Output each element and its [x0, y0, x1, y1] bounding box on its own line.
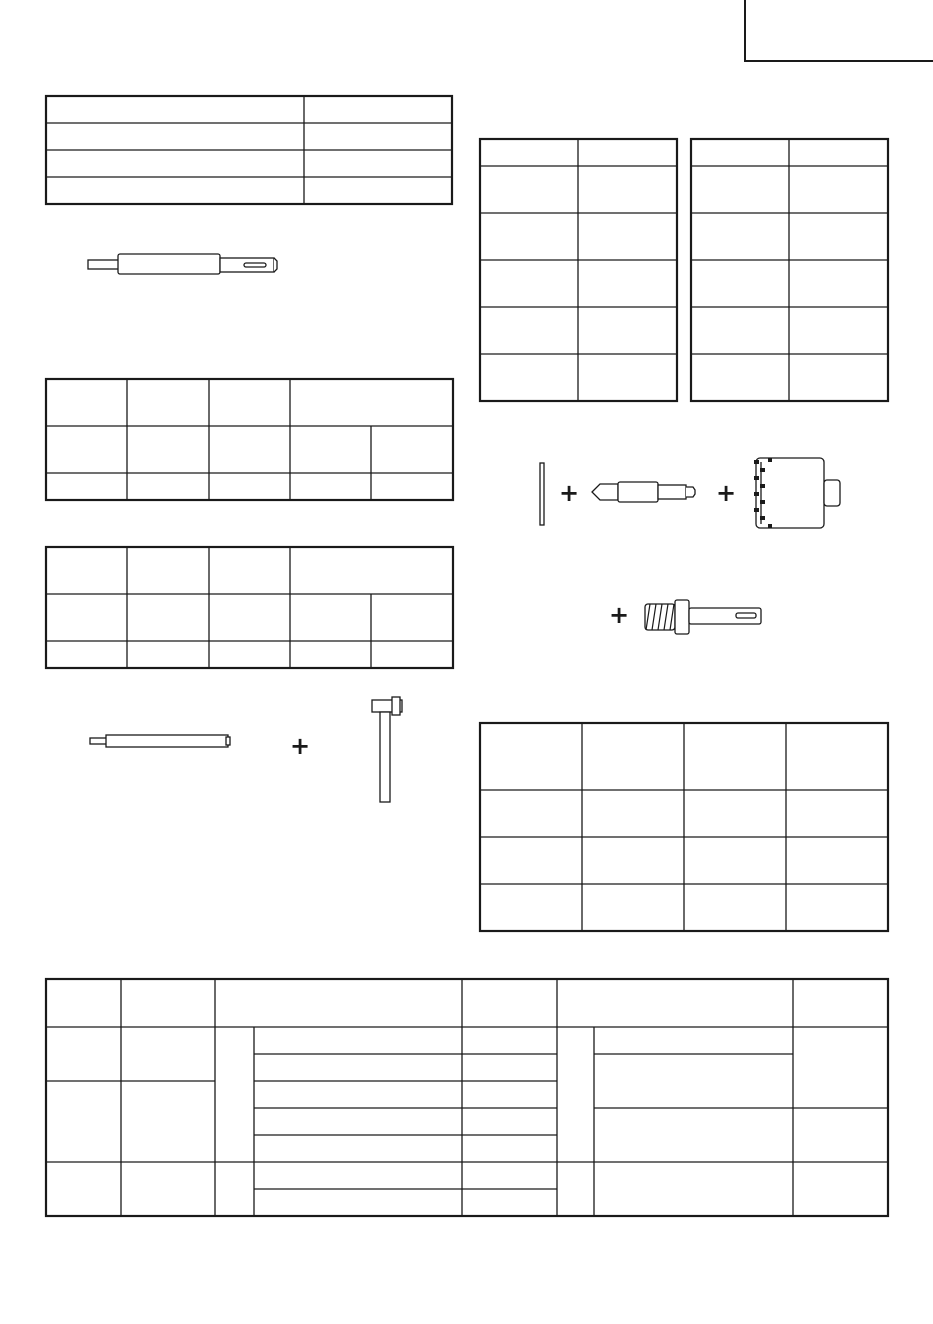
plus-sign: + — [716, 479, 737, 507]
hammer-icon — [372, 697, 402, 802]
plus-sign: + — [559, 479, 580, 507]
spec-table-3 — [46, 379, 453, 500]
spec-table-1 — [46, 96, 452, 204]
spec-table-2-left — [480, 139, 677, 401]
spec-table-6 — [46, 979, 888, 1216]
spec-table-2-right — [691, 139, 888, 401]
spec-table-5 — [480, 723, 888, 931]
rod-illustration — [90, 735, 230, 747]
core-bit-assembly-illustration — [540, 458, 840, 528]
shank-adapter-illustration — [88, 254, 277, 274]
center-pin-icon — [540, 463, 544, 525]
threaded-shank-illustration — [645, 600, 761, 634]
plus-sign: + — [609, 601, 630, 629]
spec-table-4 — [46, 547, 453, 668]
center-pilot-icon — [592, 482, 695, 502]
core-bit-icon — [754, 458, 840, 528]
plus-sign: + — [290, 732, 311, 760]
